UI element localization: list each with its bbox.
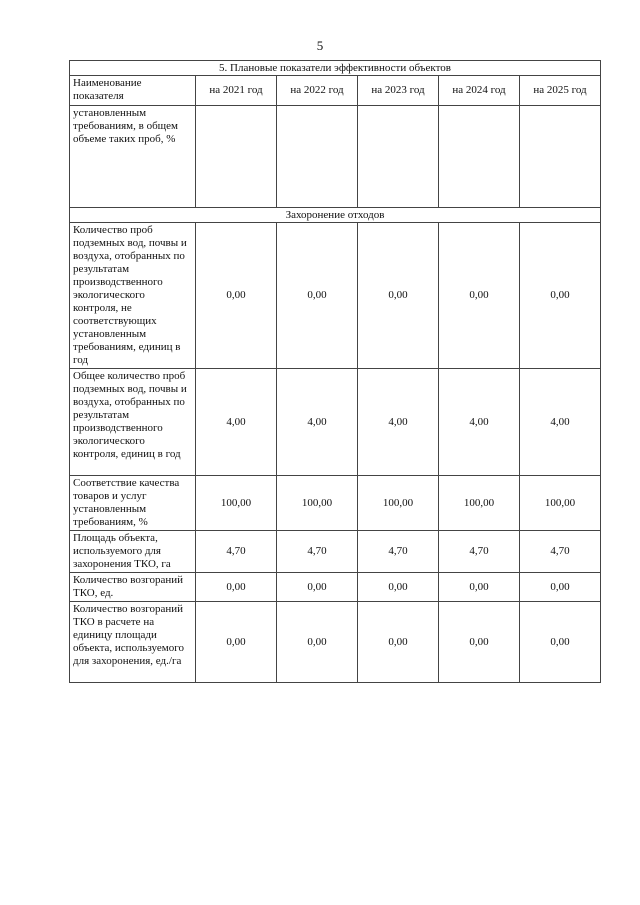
value-2022: 0,00 [277,573,358,602]
header-2022: на 2022 год [277,76,358,106]
value-2022: 100,00 [277,476,358,531]
indicator-name: Соответствие качества товаров и услуг установленным требованиям, % [70,476,196,531]
value-2023: 100,00 [358,476,439,531]
value-2024: 0,00 [439,223,520,369]
value-2024: 0,00 [439,573,520,602]
value-2024: 0,00 [439,602,520,683]
efficiency-indicators-table [69,60,601,683]
table-title-row [70,61,601,76]
table-title: 5. Плановые показатели эффективности объектов [70,61,601,76]
value-2023: 0,00 [358,223,439,369]
table-row [70,602,601,683]
indicator-name: установленным требованиям, в общем объеме таких проб, % [70,106,196,208]
table-header-row [70,76,601,106]
header-2023: на 2023 год [358,76,439,106]
table-row [70,573,601,602]
header-2021: на 2021 год [196,76,277,106]
table-row [70,223,601,369]
value-2023: 4,70 [358,531,439,573]
value-2021 [196,106,277,208]
value-2023 [358,106,439,208]
value-2022: 4,70 [277,531,358,573]
table-row [70,106,601,208]
table-row [70,369,601,476]
header-2024: на 2024 год [439,76,520,106]
value-2023: 0,00 [358,573,439,602]
value-2023: 0,00 [358,602,439,683]
table-row [70,476,601,531]
value-2021: 0,00 [196,573,277,602]
table-row [70,531,601,573]
value-2023: 4,00 [358,369,439,476]
value-2025 [520,106,601,208]
value-2025: 0,00 [520,602,601,683]
indicator-name: Количество проб подземных вод, почвы и воздуха, отобранных по результатам производственного экологического контроля, не соответствующих установленным требованиям, единиц в год [70,223,196,369]
value-2025: 0,00 [520,573,601,602]
indicator-name: Количество возгораний ТКО, ед. [70,573,196,602]
value-2025: 4,70 [520,531,601,573]
value-2021: 100,00 [196,476,277,531]
indicator-name: Количество возгораний ТКО в расчете на единицу площади объекта, используемого для захоронения, ед./га [70,602,196,683]
value-2022 [277,106,358,208]
indicator-name: Общее количество проб подземных вод, почвы и воздуха, отобранных по результатам производственного экологического контроля, единиц в год [70,369,196,476]
value-2024: 4,70 [439,531,520,573]
indicator-name: Площадь объекта, используемого для захоронения ТКО, га [70,531,196,573]
value-2021: 0,00 [196,602,277,683]
value-2022: 4,00 [277,369,358,476]
value-2024: 100,00 [439,476,520,531]
value-2025: 100,00 [520,476,601,531]
value-2021: 4,00 [196,369,277,476]
section-title: Захоронение отходов [70,208,601,223]
value-2024 [439,106,520,208]
value-2022: 0,00 [277,223,358,369]
value-2025: 0,00 [520,223,601,369]
value-2021: 0,00 [196,223,277,369]
value-2022: 0,00 [277,602,358,683]
header-2025: на 2025 год [520,76,601,106]
section-row [70,208,601,223]
value-2021: 4,70 [196,531,277,573]
value-2024: 4,00 [439,369,520,476]
page-number: 5 [316,38,324,53]
header-indicator-name: Наименование показателя [70,76,196,106]
value-2025: 4,00 [520,369,601,476]
